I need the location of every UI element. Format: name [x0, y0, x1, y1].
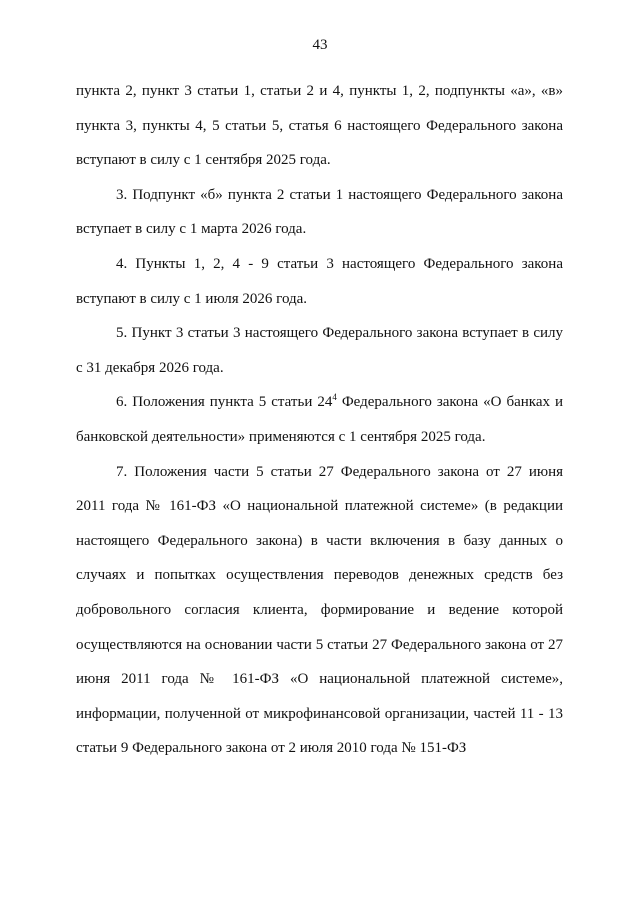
paragraph-6-text-after: Федерального закона «О банках и банковской деятельности» применяются с 1 сентября 2025 года.: [76, 394, 563, 445]
paragraph-continuation: пункта 2, пункт 3 статьи 1, статьи 2 и 4, пункты 1, 2, подпункты «а», «в» пункта 3, пункты 4, 5 статьи 5, статья 6 настоящего Федерального закона вступают в силу с 1 сентября 2025 года.: [76, 83, 563, 169]
paragraph-3: 3. Подпункт «б» пункта 2 статьи 1 настоящего Федерального закона вступает в силу с 1 марта 2026 года.: [76, 186, 563, 238]
paragraph-5: 5. Пункт 3 статьи 3 настоящего Федерального закона вступает в силу с 31 декабря 2026 года.: [76, 325, 563, 376]
document-body: [76, 74, 563, 766]
paragraph-6-superscript: 4: [332, 392, 337, 403]
paragraph-4: 4. Пункты 1, 2, 4 - 9 статьи 3 настоящего Федерального закона вступают в силу с 1 июля 2026 года.: [76, 255, 563, 307]
page-number: 43: [312, 37, 328, 53]
paragraph-6-text-before: 6. Положения пункта 5 статьи 24: [116, 394, 333, 411]
paragraph-6: [76, 385, 563, 454]
paragraph-7: 7. Положения части 5 статьи 27 Федерального закона от 27 июня 2011 года № 161-ФЗ «О национальной платежной системе» (в редакции настоящего Федерального закона) в части включения в базу данных о случаях и попытках осуществления переводов денежных средств без добровольного согласия клиента, формирование и ведение которой осуществляются на основании части 5 статьи 27 Федерального закона от 27 июня 2011 года № 161-ФЗ «О национальной платежной системе», информации, полученной от микрофинансовой организации, частей 11 - 13 статьи 9 Федерального закона от 2 июля 2010 года № 151-ФЗ: [76, 463, 563, 757]
